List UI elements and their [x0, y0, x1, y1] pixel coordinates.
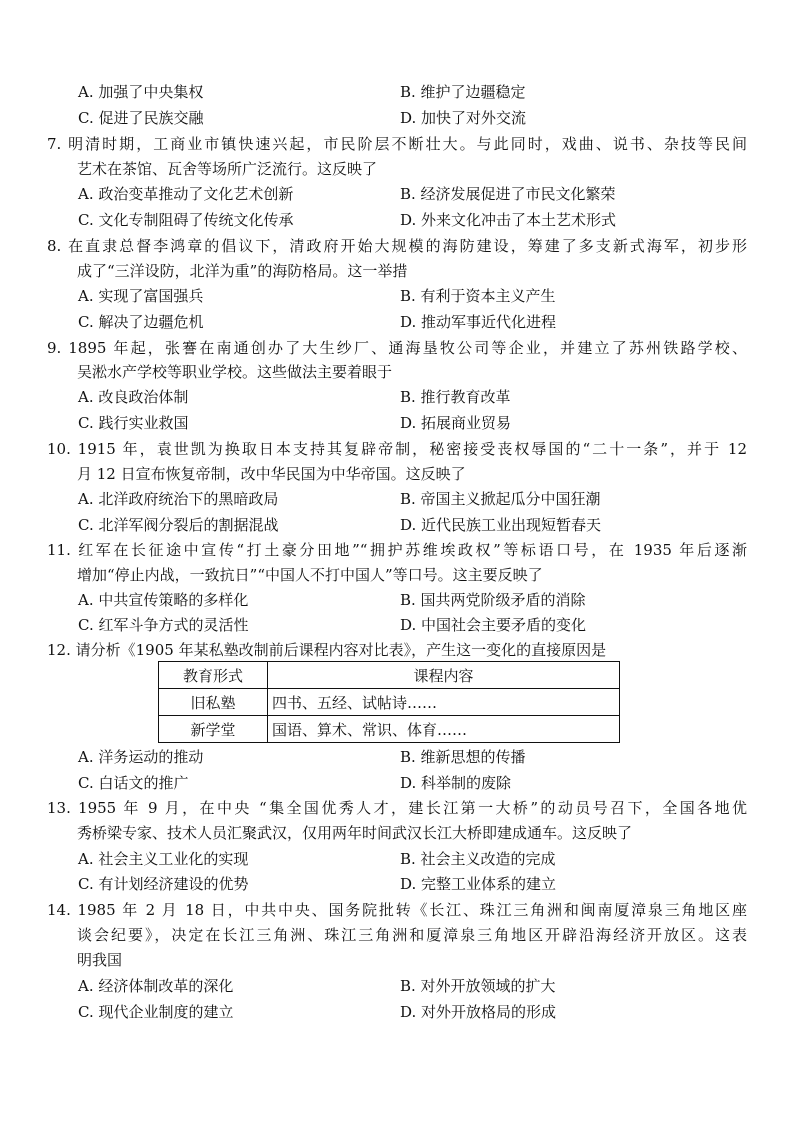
q12-option-a: A. 洋务运动的推动	[78, 748, 204, 766]
q14-stem-line3: 明我国	[77, 951, 123, 969]
q13-stem-line2: 秀桥梁专家、技术人员汇聚武汉，仅用两年时间武汉长江大桥即建成通车。这反映了	[77, 824, 633, 842]
q14-option-c: C. 现代企业制度的建立	[78, 1003, 234, 1021]
q8-option-c: C. 解决了边疆危机	[78, 313, 204, 331]
q13-option-d: D. 完整工业体系的建立	[400, 875, 557, 893]
q11-stem-line2: 增加“停止内战，一致抗日”“中国人不打中国人”等口号。这主要反映了	[77, 566, 543, 584]
q10-option-b: B. 帝国主义掀起瓜分中国狂潮	[400, 490, 601, 508]
q10-stem-line2: 月 12 日宣布恢复帝制，改中华民国为中华帝国。这反映了	[77, 465, 466, 483]
q14-stem-line1: 14. 1985 年 2 月 18 日，中共中央、国务院批转《长江、珠江三角洲和闽南厦漳泉三角地区座	[47, 901, 747, 919]
q10-stem-line1: 10. 1915 年，袁世凯为换取日本支持其复辟帝制，秘密接受丧权辱国的“二十一条”，并于 12	[47, 440, 747, 458]
q14-option-d: D. 对外开放格局的形成	[400, 1003, 557, 1021]
q9-stem-line1: 9. 1895 年起，张謇在南通创办了大生纱厂、通海垦牧公司等企业，并建立了苏州铁路学校、	[47, 339, 747, 357]
q13-stem-line1: 13. 1955 年 9 月，在中央 “集全国优秀人才，建长江第一大桥”的动员号召下，全国各地优	[47, 799, 747, 817]
q8-option-a: A. 实现了富国强兵	[78, 287, 204, 305]
table-row	[159, 689, 620, 716]
table-row	[159, 716, 620, 743]
q13-option-a: A. 社会主义工业化的实现	[78, 850, 249, 868]
q13-option-c: C. 有计划经济建设的优势	[78, 875, 249, 893]
table-cell: 旧私塾	[159, 689, 268, 716]
q11-option-a: A. 中共宣传策略的多样化	[78, 591, 249, 609]
q14-option-b: B. 对外开放领域的扩大	[400, 977, 556, 995]
q7-option-c: C. 文化专制阻碍了传统文化传承	[78, 211, 294, 229]
q13-option-b: B. 社会主义改造的完成	[400, 850, 556, 868]
q10-option-d: D. 近代民族工业出现短暂春天	[400, 516, 602, 534]
table-header-cell: 教育形式	[159, 662, 268, 689]
table-header-row	[159, 662, 620, 689]
q14-stem-line2: 谈会纪要》，决定在长江三角洲、珠江三角洲和厦漳泉三角地区开辟沿海经济开放区。这表	[77, 926, 747, 944]
q9-option-b: B. 推行教育改革	[400, 388, 511, 406]
course-comparison-table	[158, 661, 620, 743]
q12-option-c: C. 白话文的推广	[78, 774, 189, 792]
q6-option-a: A. 加强了中央集权	[78, 83, 204, 101]
q7-stem-line1: 7. 明清时期，工商业市镇快速兴起，市民阶层不断壮大。与此同时，戏曲、说书、杂技等民间	[47, 135, 747, 153]
q11-option-c: C. 红军斗争方式的灵活性	[78, 616, 249, 634]
q9-option-c: C. 践行实业救国	[78, 414, 189, 432]
q7-option-a: A. 政治变革推动了文化艺术创新	[78, 185, 294, 203]
q8-option-d: D. 推动军事近代化进程	[400, 313, 557, 331]
table-cell: 四书、五经、试帖诗……	[268, 689, 620, 716]
q9-option-a: A. 改良政治体制	[78, 388, 189, 406]
q8-stem-line1: 8. 在直隶总督李鸿章的倡议下，清政府开始大规模的海防建设，筹建了多支新式海军，初步形	[47, 237, 747, 255]
q9-option-d: D. 拓展商业贸易	[400, 414, 512, 432]
q14-option-a: A. 经济体制改革的深化	[78, 977, 234, 995]
q12-stem-line1: 12. 请分析《1905 年某私塾改制前后课程内容对比表》，产生这一变化的直接原因是	[47, 641, 607, 659]
q6-option-b: B. 维护了边疆稳定	[400, 83, 526, 101]
q8-option-b: B. 有利于资本主义产生	[400, 287, 556, 305]
table-cell: 国语、算术、常识、体育……	[268, 716, 620, 743]
q7-option-b: B. 经济发展促进了市民文化繁荣	[400, 185, 616, 203]
q11-option-d: D. 中国社会主要矛盾的变化	[400, 616, 587, 634]
q7-option-d: D. 外来文化冲击了本土艺术形式	[400, 211, 617, 229]
q9-stem-line2: 吴淞水产学校等职业学校。这些做法主要着眼于	[77, 363, 393, 381]
table-cell: 新学堂	[159, 716, 268, 743]
q6-option-c: C. 促进了民族交融	[78, 109, 204, 127]
q10-option-a: A. 北洋政府统治下的黑暗政局	[78, 490, 279, 508]
table-header-cell: 课程内容	[268, 662, 620, 689]
q11-stem-line1: 11. 红军在长征途中宣传“打土豪分田地”“拥护苏维埃政权”等标语口号，在 1935 年后逐渐	[47, 541, 747, 559]
q12-option-b: B. 维新思想的传播	[400, 748, 526, 766]
q8-stem-line2: 成了“三洋设防，北洋为重”的海防格局。这一举措	[77, 262, 408, 280]
q12-option-d: D. 科举制的废除	[400, 774, 512, 792]
q10-option-c: C. 北洋军阀分裂后的割据混战	[78, 516, 279, 534]
q6-option-d: D. 加快了对外交流	[400, 109, 527, 127]
q11-option-b: B. 国共两党阶级矛盾的消除	[400, 591, 586, 609]
q7-stem-line2: 艺术在茶馆、瓦舍等场所广泛流行。这反映了	[77, 160, 378, 178]
